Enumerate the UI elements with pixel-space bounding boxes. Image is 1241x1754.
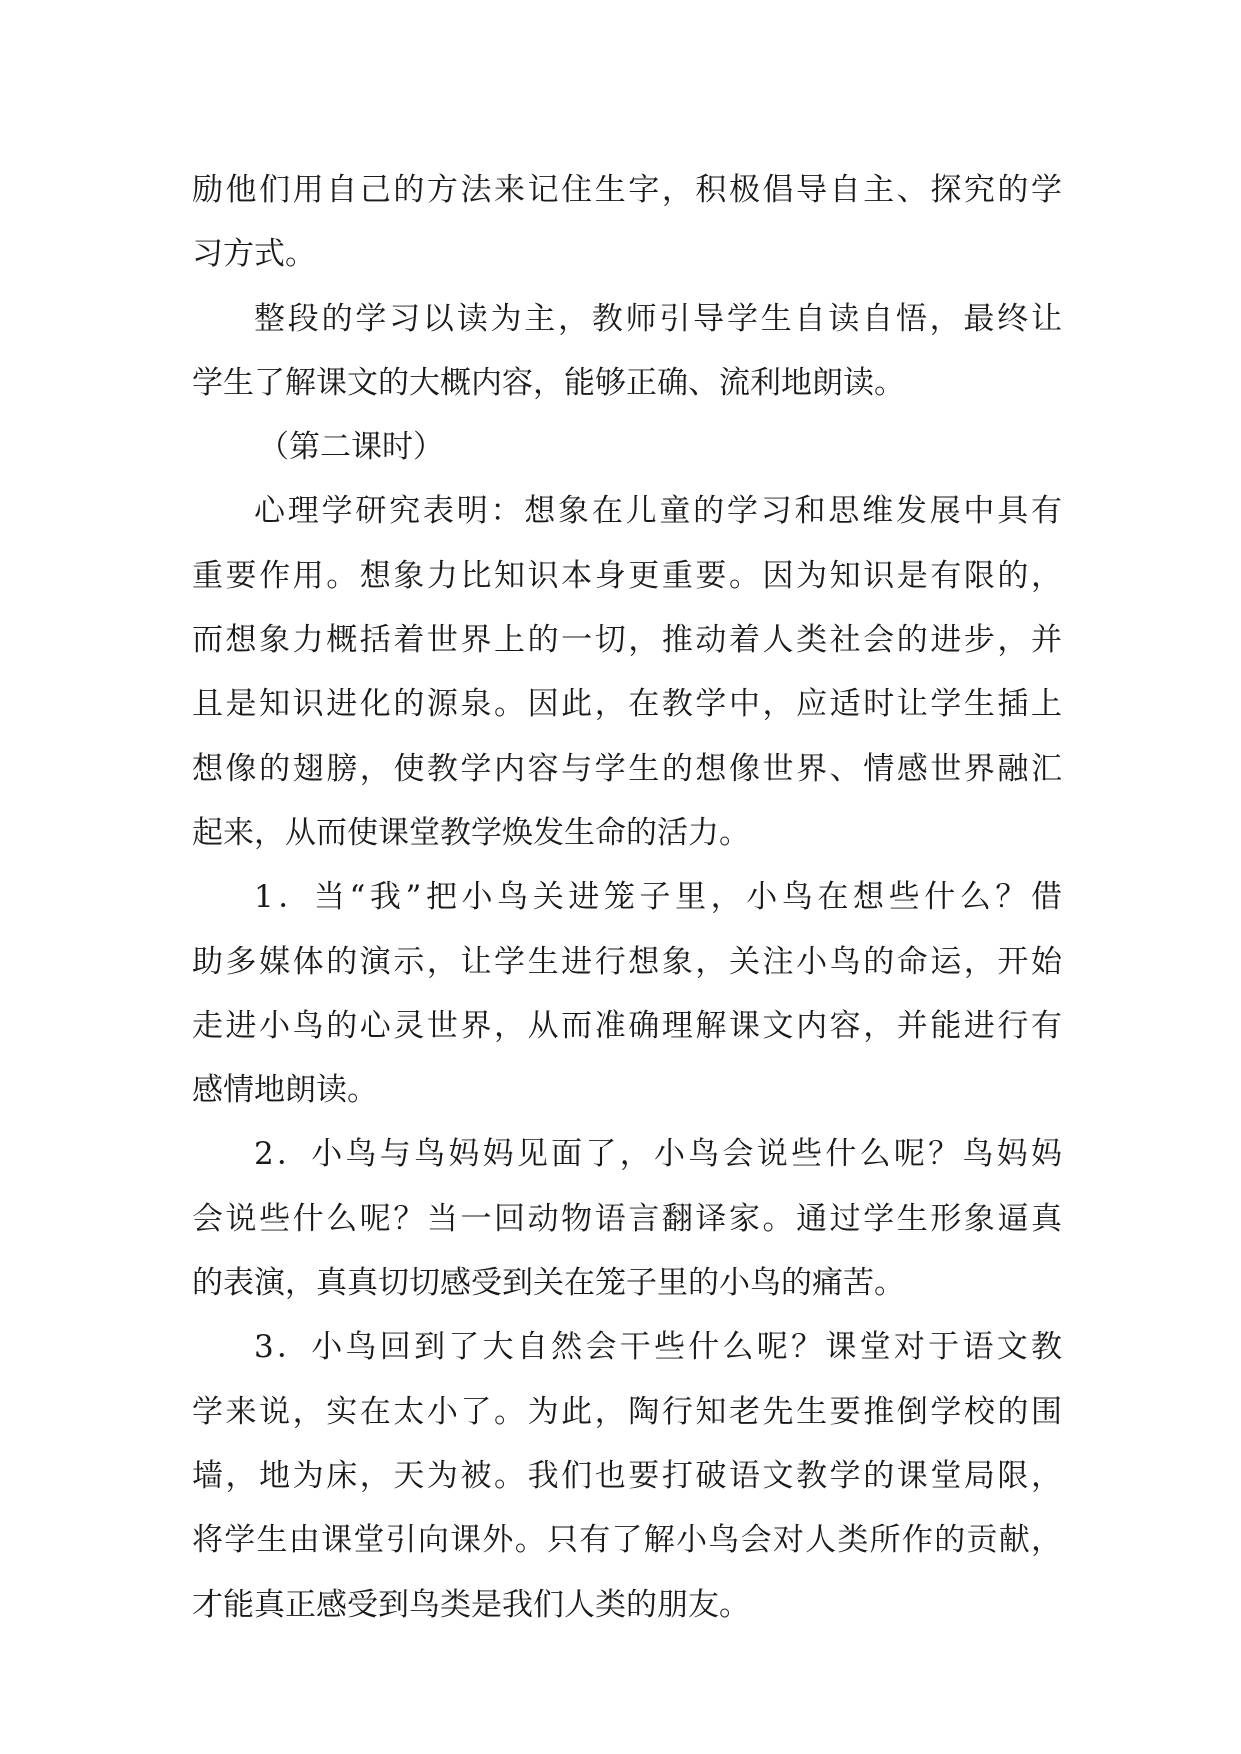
text-line: 2．小鸟与鸟妈妈见面了，小鸟会说些什么呢？鸟妈妈	[254, 1136, 1062, 1173]
text-line: 的表演，真真切切感受到关在笼子里的小鸟的痛苦。	[192, 1265, 905, 1302]
text-line: 学生了解课文的大概内容，能够正确、流利地朗读。	[192, 364, 905, 401]
text-line: 走进小鸟的心灵世界，从而准确理解课文内容，并能进行有	[192, 1007, 1062, 1044]
text-line: 1．当“我”把小鸟关进笼子里，小鸟在想些什么？借	[254, 879, 1062, 916]
text-line: 学来说，实在太小了。为此，陶行知老先生要推倒学校的围	[192, 1393, 1062, 1430]
text-line: 才能真正感受到鸟类是我们人类的朋友。	[192, 1586, 750, 1623]
text-line: 想像的翅膀，使教学内容与学生的想像世界、情感世界融汇	[192, 750, 1062, 787]
text-line: 感情地朗读。	[192, 1072, 378, 1109]
text-line: 重要作用。想象力比知识本身更重要。因为知识是有限的，	[192, 557, 1062, 594]
text-line: 而想象力概括着世界上的一切，推动着人类社会的进步，并	[192, 622, 1062, 659]
section-heading: （第二课时）	[258, 429, 444, 466]
text-line: 起来，从而使课堂教学焕发生命的活力。	[192, 814, 750, 851]
text-line: 心理学研究表明：想象在儿童的学习和思维发展中具有	[254, 493, 1062, 530]
text-line: 会说些什么呢？当一回动物语言翻译家。通过学生形象逼真	[192, 1200, 1062, 1237]
text-line: 且是知识进化的源泉。因此，在教学中，应适时让学生插上	[192, 686, 1062, 723]
text-line: 习方式。	[192, 236, 316, 273]
text-line: 助多媒体的演示，让学生进行想象，关注小鸟的命运，开始	[192, 943, 1062, 980]
text-line: 墙，地为床，天为被。我们也要打破语文教学的课堂局限，	[192, 1457, 1062, 1494]
text-line: 励他们用自己的方法来记住生字，积极倡导自主、探究的学	[192, 172, 1062, 208]
text-line: 3．小鸟回到了大自然会干些什么呢？课堂对于语文教	[254, 1329, 1062, 1366]
text-line: 整段的学习以读为主，教师引导学生自读自悟，最终让	[254, 300, 1062, 337]
document-body	[192, 158, 1062, 1637]
text-line: 将学生由课堂引向课外。只有了解小鸟会对人类所作的贡献，	[192, 1522, 1062, 1559]
